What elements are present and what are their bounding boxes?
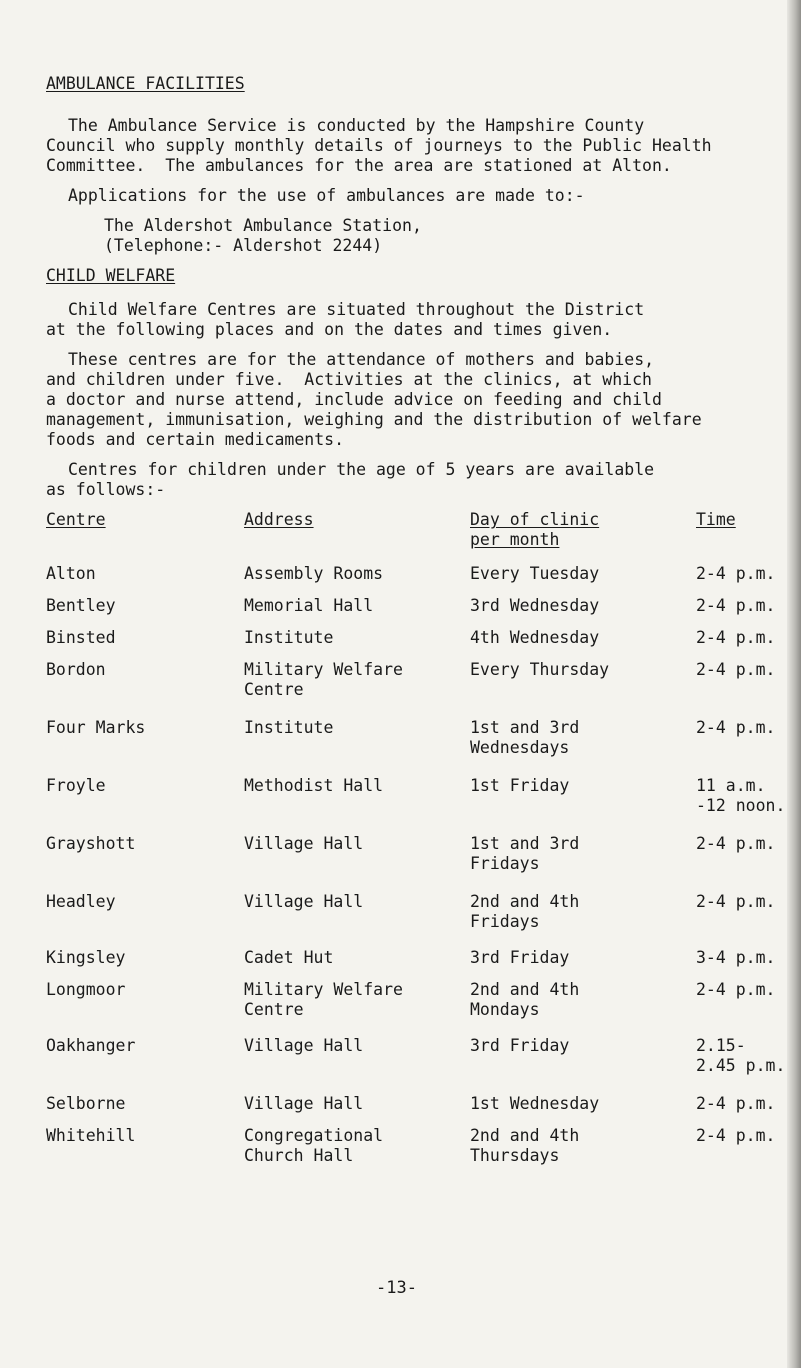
- column-header-address: Address: [244, 510, 314, 529]
- cell-address: Village Hall: [244, 1036, 364, 1055]
- child-welfare-para-line: management, immunisation, weighing and the distribution of welfare: [46, 410, 702, 429]
- cell-time: 2-4 p.m.: [696, 1126, 776, 1145]
- cell-day: 3rd Wednesday: [470, 596, 600, 615]
- cell-centre: Four Marks: [46, 718, 146, 737]
- cell-day: 1st Friday: [470, 776, 570, 795]
- ambulance-station-name: The Aldershot Ambulance Station,: [104, 216, 422, 235]
- cell-centre: Froyle: [46, 776, 106, 795]
- cell-centre: Oakhanger: [46, 1036, 136, 1055]
- cell-centre: Binsted: [46, 628, 116, 647]
- ambulance-para-line: Council who supply monthly details of journeys to the Public Health: [46, 136, 712, 155]
- child-welfare-para-line: and children under five. Activities at the clinics, at which: [46, 370, 652, 389]
- cell-centre: Grayshott: [46, 834, 136, 853]
- cell-time: 2-4 p.m.: [696, 1094, 776, 1113]
- child-welfare-para-line: Centres for children under the age of 5 years are available: [68, 460, 655, 479]
- column-header-time: Time: [696, 510, 736, 529]
- cell-day: 2nd and 4th Mondays: [470, 980, 580, 1019]
- child-welfare-para-line: at the following places and on the dates and times given.: [46, 320, 613, 339]
- cell-time: 2.15- 2.45 p.m.: [696, 1036, 786, 1075]
- cell-day: Every Tuesday: [470, 564, 600, 583]
- cell-time: 2-4 p.m.: [696, 718, 776, 737]
- cell-centre: Whitehill: [46, 1126, 136, 1145]
- cell-time: 2-4 p.m.: [696, 892, 776, 911]
- ambulance-para-line: Committee. The ambulances for the area are stationed at Alton.: [46, 156, 672, 175]
- cell-address: Village Hall: [244, 892, 364, 911]
- cell-address: Military Welfare Centre: [244, 660, 403, 699]
- child-welfare-para-line: Child Welfare Centres are situated throughout the District: [68, 300, 645, 319]
- cell-day: 4th Wednesday: [470, 628, 600, 647]
- cell-time: 2-4 p.m.: [696, 660, 776, 679]
- cell-centre: Kingsley: [46, 948, 126, 967]
- cell-address: Methodist Hall: [244, 776, 384, 795]
- child-welfare-heading: CHILD WELFARE: [46, 266, 176, 285]
- column-header-centre: Centre: [46, 510, 106, 529]
- cell-day: 2nd and 4th Thursdays: [470, 1126, 580, 1165]
- column-header-day: Day of clinic per month: [470, 510, 600, 549]
- cell-time: 2-4 p.m.: [696, 834, 776, 853]
- child-welfare-para-line: foods and certain medicaments.: [46, 430, 345, 449]
- cell-centre: Bentley: [46, 596, 116, 615]
- cell-address: Village Hall: [244, 834, 364, 853]
- cell-time: 2-4 p.m.: [696, 628, 776, 647]
- cell-address: Village Hall: [244, 1094, 364, 1113]
- cell-time: 2-4 p.m.: [696, 980, 776, 999]
- cell-centre: Longmoor: [46, 980, 126, 999]
- cell-time: 3-4 p.m.: [696, 948, 776, 967]
- cell-time: 2-4 p.m.: [696, 596, 776, 615]
- cell-address: Military Welfare Centre: [244, 980, 403, 1019]
- child-welfare-para-line: These centres are for the attendance of mothers and babies,: [68, 350, 655, 369]
- child-welfare-para-line: as follows:-: [46, 480, 166, 499]
- cell-time: 2-4 p.m.: [696, 564, 776, 583]
- cell-day: 2nd and 4th Fridays: [470, 892, 580, 931]
- ambulance-station-telephone: (Telephone:- Aldershot 2244): [104, 236, 383, 255]
- cell-centre: Selborne: [46, 1094, 126, 1113]
- cell-centre: Alton: [46, 564, 96, 583]
- ambulance-application-text: Applications for the use of ambulances are made to:-: [68, 186, 585, 205]
- cell-centre: Bordon: [46, 660, 106, 679]
- cell-day: 1st and 3rd Wednesdays: [470, 718, 580, 757]
- cell-address: Memorial Hall: [244, 596, 374, 615]
- cell-address: Congregational Church Hall: [244, 1126, 384, 1165]
- child-welfare-para-line: a doctor and nurse attend, include advice on feeding and child: [46, 390, 662, 409]
- page-edge-shadow: [787, 0, 801, 1368]
- cell-day: 3rd Friday: [470, 1036, 570, 1055]
- ambulance-heading: AMBULANCE FACILITIES: [46, 74, 245, 93]
- cell-address: Institute: [244, 718, 334, 737]
- cell-address: Institute: [244, 628, 334, 647]
- cell-day: 1st Wednesday: [470, 1094, 600, 1113]
- cell-address: Cadet Hut: [244, 948, 334, 967]
- cell-day: 3rd Friday: [470, 948, 570, 967]
- cell-address: Assembly Rooms: [244, 564, 384, 583]
- cell-centre: Headley: [46, 892, 116, 911]
- ambulance-para-line: The Ambulance Service is conducted by the Hampshire County: [68, 116, 645, 135]
- cell-time: 11 a.m. -12 noon.: [696, 776, 786, 815]
- page-number: -13-: [376, 1278, 417, 1298]
- cell-day: Every Thursday: [470, 660, 610, 679]
- cell-day: 1st and 3rd Fridays: [470, 834, 580, 873]
